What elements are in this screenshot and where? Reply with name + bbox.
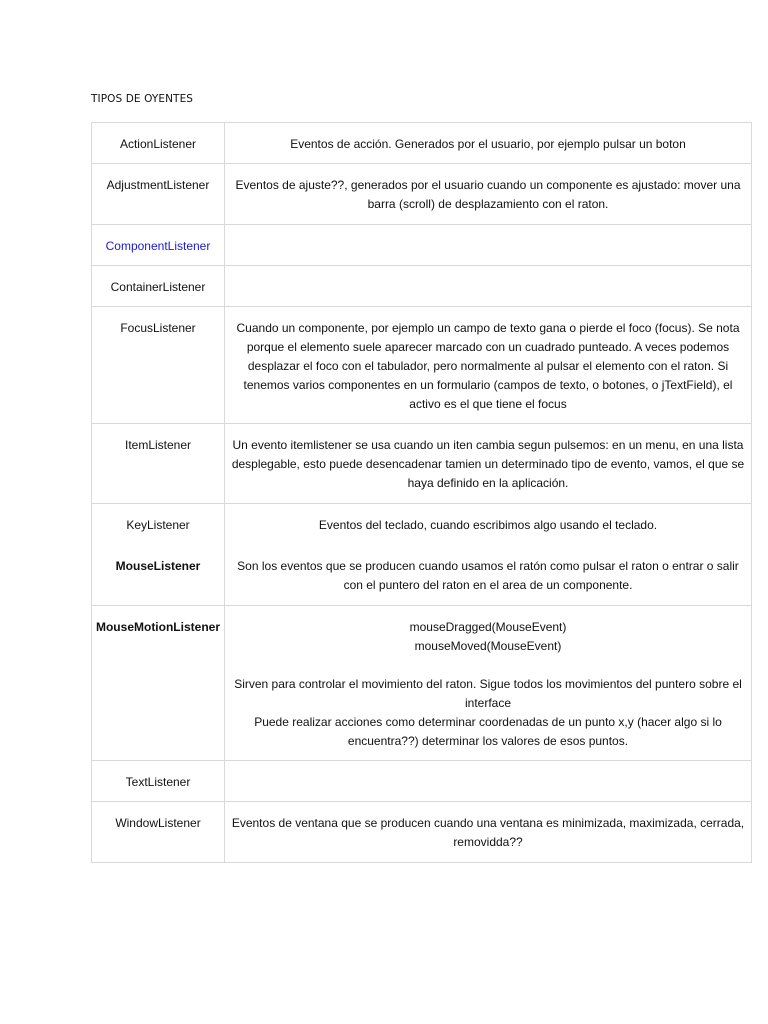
- listener-name[interactable]: [92, 225, 225, 266]
- listener-description: Eventos de ventana que se producen cuando una ventana es minimizada, maximizada, cerrada, removidda??: [225, 802, 752, 863]
- listener-description: Un evento itemlistener se usa cuando un iten cambia segun pulsemos: en un menu, en una lista desplegable, esto puede desencadenar tamien un determinado tipo de evento, vamos, el que se haya definido en la aplicación.: [225, 424, 752, 504]
- listener-name-cell: [92, 504, 225, 606]
- listener-description-mouse: Son los eventos que se producen cuando usamos el ratón como pulsar el raton o entrar o salir con el puntero del raton en el area de un componente.: [237, 559, 739, 592]
- table-row: [92, 307, 752, 424]
- description-line: Sirven para controlar el movimiento del raton. Sigue todos los movimientos del puntero sobre el interface: [234, 677, 742, 710]
- listener-description-cell: [225, 504, 752, 606]
- description-line: mouseMoved(MouseEvent): [414, 639, 562, 653]
- listener-name: ActionListener: [92, 123, 225, 164]
- table-row: [92, 802, 752, 863]
- table-row: [92, 123, 752, 164]
- table-row: [92, 606, 752, 761]
- listener-description-cell: [225, 606, 752, 761]
- listener-name: FocusListener: [92, 307, 225, 424]
- listener-description: Eventos de ajuste??, generados por el usuario cuando un componente es ajustado: mover una barra (scroll) de desplazamiento con el raton.: [225, 164, 752, 225]
- listener-name: TextListener: [92, 761, 225, 802]
- listener-name: WindowListener: [92, 802, 225, 863]
- blank-line: [229, 656, 747, 675]
- listener-name-mouse: MouseListener: [115, 559, 201, 573]
- component-listener-link[interactable]: ComponentListener: [105, 239, 211, 253]
- description-line: mouseDragged(MouseEvent): [409, 620, 567, 634]
- table-row: [92, 424, 752, 504]
- listener-name: ContainerListener: [92, 266, 225, 307]
- table-row: [92, 761, 752, 802]
- listener-name: ItemListener: [92, 424, 225, 504]
- table-row: [92, 266, 752, 307]
- listener-name: AdjustmentListener: [92, 164, 225, 225]
- listener-description: Cuando un componente, por ejemplo un campo de texto gana o pierde el foco (focus). Se nota porque el elemento suele aparecer marcado con un cuadrado punteado. A veces podemos desplazar el foco con el tabulador, pero normalmente al pulsar el elemento con el raton. Si tenemos varios componentes en un formulario (campos de texto, o botones, o jTextField), el activo es el que tiene el focus: [225, 307, 752, 424]
- listener-description: [225, 225, 752, 266]
- listeners-table: [91, 122, 752, 863]
- description-line: Puede realizar acciones como determinar coordenadas de un punto x,y (hacer algo si lo encuentra??) determinar los valores de esos puntos.: [254, 715, 722, 748]
- listener-description: [225, 761, 752, 802]
- listener-description: Eventos del teclado, cuando escribimos algo usando el teclado.: [318, 518, 658, 532]
- listener-description: Eventos de acción. Generados por el usuario, por ejemplo pulsar un boton: [225, 123, 752, 164]
- table-row: [92, 164, 752, 225]
- listener-name: KeyListener: [126, 518, 190, 532]
- page-title: TIPOS DE OYENTES: [91, 93, 194, 105]
- table-row: [92, 504, 752, 606]
- table-row: [92, 225, 752, 266]
- listener-name: MouseMotionListener: [92, 606, 225, 761]
- listener-description: [225, 266, 752, 307]
